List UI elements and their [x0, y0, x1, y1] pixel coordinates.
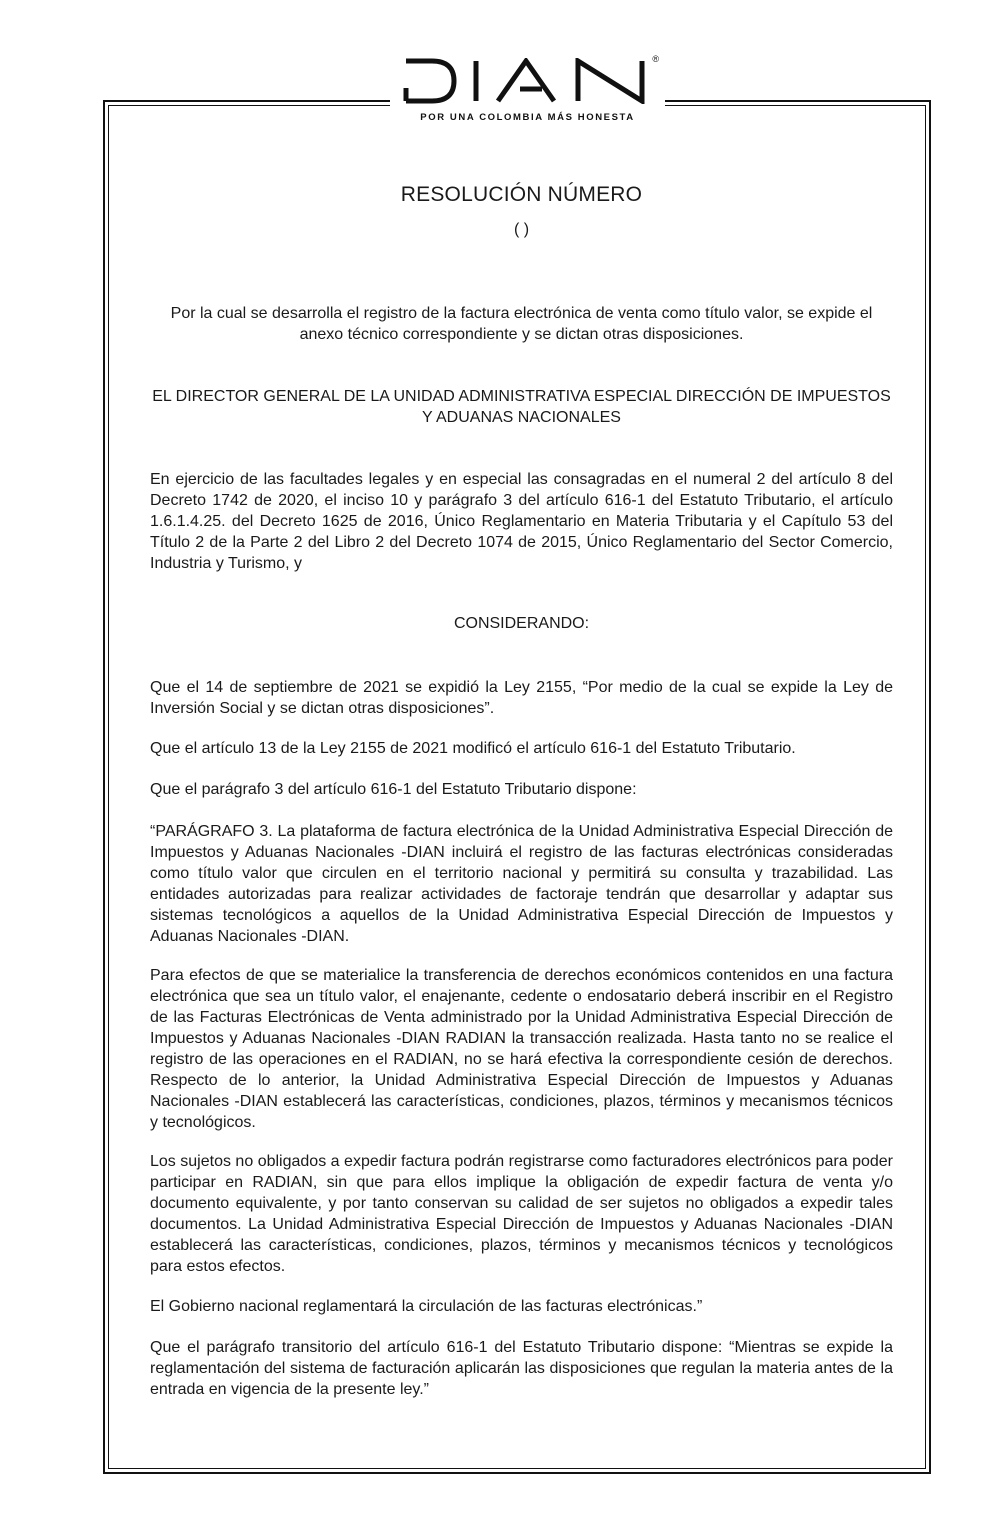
paragraph: Que el 14 de septiembre de 2021 se expidió la Ley 2155, “Por medio de la cual se expide la Ley de Inversión Social y se dictan otras disposiciones”. — [150, 679, 893, 717]
quoted-paragraph: “PARÁGRAFO 3. La plataforma de factura electrónica de la Unidad Administrativa Especial Dirección de Impuestos y Aduanas Nacionales -DIAN incluirá el registro de las facturas electrónicas consideradas como título valor que circulen en el territorio nacional y permitirá su consulta y trazabilidad. Las entidades autorizadas para realizar actividades de factoraje tendrán que desarrollar y adaptar sus sistemas tecnológicos a aquellos de la Unidad Administrativa Especial Dirección de Impuestos y Aduanas Nacionales -DIAN. — [150, 823, 893, 945]
registered-mark: ® — [652, 54, 659, 64]
resolution-subject: Por la cual se desarrolla el registro de la factura electrónica de venta como título valor, se expide el anexo técnico correspondiente y se dictan otras disposiciones. — [170, 305, 873, 343]
quoted-paragraph: Para efectos de que se materialice la transferencia de derechos económicos contenidos en una factura electrónica que sea un título valor, el enajenante, cedente o endosatario deberá inscribir en el Registro de las Facturas Electrónicas de Venta administrado por la Unidad Administrativa Especial Dirección de Impuestos y Aduanas Nacionales -DIAN RADIAN la transacción realizada. Hasta tanto no se realice el registro de las operaciones en el RADIAN, no se hará efectiva la correspondiente cesión de derechos. Respecto de lo anterior, la Unidad Administrativa Especial Dirección de Impuestos y Aduanas Nacionales -DIAN establecerá las características, condiciones, plazos, términos y mecanismos técnicos y tecnológicos. — [150, 967, 893, 1131]
quoted-paragraph: Los sujetos no obligados a expedir factura podrán registrarse como facturadores electrónicos para poder participar en RADIAN, sin que para ellos implique la obligación de expedir factura de venta y/o documento equivalente, y por tanto conservan su calidad de ser sujetos no obligados a expedir tales documentos. La Unidad Administrativa Especial Dirección de Impuestos y Aduanas Nacionales -DIAN establecerá las características, condiciones, plazos, términos y mecanismos técnicos y tecnológicos para estos efectos. — [150, 1153, 893, 1275]
paragraph: Que el artículo 13 de la Ley 2155 de 2021 modificó el artículo 616-1 del Estatuto Tributario. — [150, 740, 796, 757]
paragraph: Que el parágrafo 3 del artículo 616-1 del Estatuto Tributario dispone: — [150, 781, 637, 798]
resolution-title: RESOLUCIÓN NÚMERO — [400, 183, 643, 206]
resolution-number: ( ) — [513, 221, 530, 238]
paragraph: Que el parágrafo transitorio del artículo 616-1 del Estatuto Tributario dispone: “Mientras se expide la reglamentación del sistema de facturación aplicarán las disposiciones que regulan la materia antes de la entrada en vigencia de la presente ley.” — [150, 1339, 893, 1398]
dian-wordmark — [402, 58, 652, 104]
considerando-heading: CONSIDERANDO: — [453, 615, 590, 632]
dian-logo — [390, 52, 665, 130]
issuing-authority: EL DIRECTOR GENERAL DE LA UNIDAD ADMINISTRATIVA ESPECIAL DIRECCIÓN DE IMPUESTOS Y ADUANAS NACIONALES — [152, 388, 891, 426]
logo-tagline: POR UNA COLOMBIA MÁS HONESTA — [420, 112, 635, 123]
preamble-paragraph: En ejercicio de las facultades legales y en especial las consagradas en el numeral 2 del artículo 8 del Decreto 1742 de 2020, el inciso 10 y parágrafo 3 del artículo 616-1 del Estatuto Tributario, el artículo 1.6.1.4.25. del Decreto 1625 de 2016, Único Reglamentario en Materia Tributaria y el Capítulo 53 del Título 2 de la Parte 2 del Libro 2 del Decreto 1074 de 2015, Único Reglamentario del Sector Comercio, Industria y Turismo, y — [150, 471, 893, 572]
quoted-paragraph: El Gobierno nacional reglamentará la circulación de las facturas electrónicas.” — [150, 1298, 703, 1315]
